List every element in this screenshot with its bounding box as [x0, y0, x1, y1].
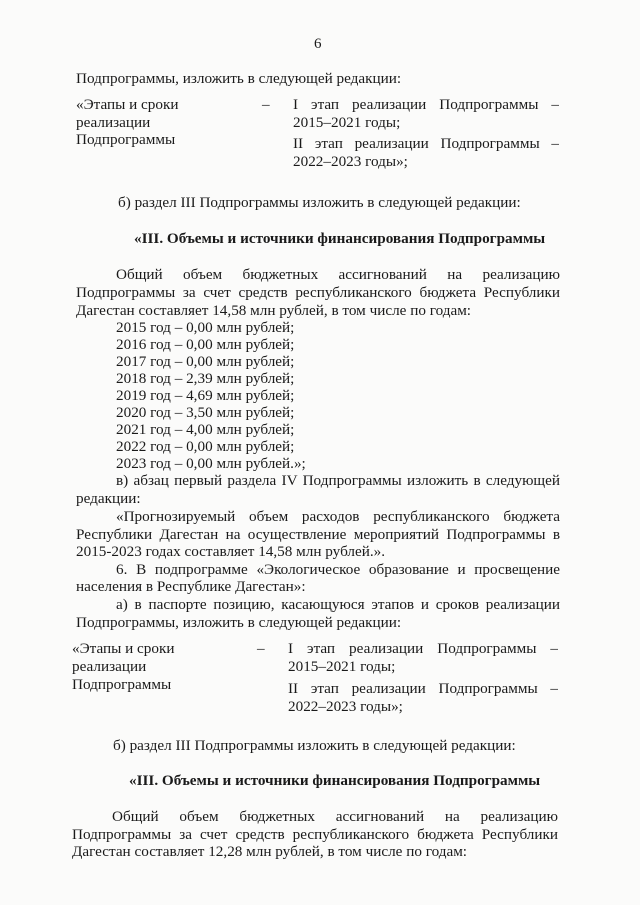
stage1-line1: I этап реализации Подпрограммы – — [293, 96, 559, 113]
funding-para-line2: Подпрограммы за счет средств республиканского бюджета Республики — [72, 826, 558, 843]
stage1-line2: 2015–2021 годы; — [293, 114, 401, 131]
passport-dash: – — [262, 96, 270, 113]
intro-text: Подпрограммы, изложить в следующей редакции: — [76, 70, 402, 87]
year-item: 2015 год – 0,00 млн рублей; — [116, 319, 295, 336]
year-item: 2019 год – 4,69 млн рублей; — [116, 387, 295, 404]
stage1-line1: I этап реализации Подпрограммы – — [288, 640, 558, 657]
funding-para-line3: Дагестан составляет 12,28 млн рублей, в том числе по годам: — [72, 843, 468, 860]
page-number: 6 — [314, 36, 322, 52]
year-item: 2017 год – 0,00 млн рублей; — [116, 353, 295, 370]
section-b-text: б) раздел III Подпрограммы изложить в следующей редакции: — [113, 737, 516, 754]
stage1-line2: 2015–2021 годы; — [288, 658, 396, 675]
section-v-line1: в) абзац первый раздела IV Подпрограммы изложить в следующей — [116, 472, 560, 489]
item6-line2: населения в Республике Дагестан»: — [76, 578, 306, 595]
year-item: 2022 год – 0,00 млн рублей; — [116, 438, 295, 455]
section-b-text: б) раздел III Подпрограммы изложить в следующей редакции: — [118, 194, 521, 211]
funding-para-line3: Дагестан составляет 14,58 млн рублей, в том числе по годам: — [76, 302, 472, 319]
quote-line3: 2015-2023 годах составляет 14,58 млн рублей.». — [76, 543, 386, 560]
year-item: 2018 год – 2,39 млн рублей; — [116, 370, 295, 387]
funding-para-line2: Подпрограммы за счет средств республиканского бюджета Республики — [76, 284, 560, 301]
stage2-line2: 2022–2023 годы»; — [288, 698, 403, 715]
year-item: 2023 год – 0,00 млн рублей.»; — [116, 455, 306, 472]
passport-label-line1: «Этапы и сроки — [72, 640, 175, 657]
passport-label-line3: Подпрограммы — [72, 676, 172, 693]
passport-label-line1: «Этапы и сроки — [76, 96, 179, 113]
passport-dash: – — [257, 640, 265, 657]
year-item: 2020 год – 3,50 млн рублей; — [116, 404, 295, 421]
stage2-line1: II этап реализации Подпрограммы – — [293, 135, 559, 152]
section-v-line2: редакции: — [76, 490, 141, 507]
section-heading: «III. Объемы и источники финансирования Подпрограммы — [129, 772, 541, 789]
funding-para-line1: Общий объем бюджетных ассигнований на реализацию — [116, 266, 560, 283]
year-item: 2021 год – 4,00 млн рублей; — [116, 421, 295, 438]
section-heading: «III. Объемы и источники финансирования Подпрограммы — [134, 230, 546, 247]
passport-label-line2: реализации — [72, 658, 147, 675]
stage2-line1: II этап реализации Подпрограммы – — [288, 680, 558, 697]
item6a-line2: Подпрограммы, изложить в следующей редакции: — [76, 614, 402, 631]
item6-line1: 6. В подпрограмме «Экологическое образование и просвещение — [116, 561, 560, 578]
funding-para-line1: Общий объем бюджетных ассигнований на реализацию — [112, 808, 558, 825]
stage2-line2: 2022–2023 годы»; — [293, 153, 408, 170]
quote-line1: «Прогнозируемый объем расходов республиканского бюджета — [116, 508, 560, 525]
item6a-line1: а) в паспорте позицию, касающуюся этапов и сроков реализации — [116, 596, 560, 613]
quote-line2: Республики Дагестан на осуществление мероприятий Подпрограммы в — [76, 526, 560, 543]
passport-label-line2: реализации — [76, 114, 151, 131]
passport-label-line3: Подпрограммы — [76, 131, 176, 148]
year-item: 2016 год – 0,00 млн рублей; — [116, 336, 295, 353]
